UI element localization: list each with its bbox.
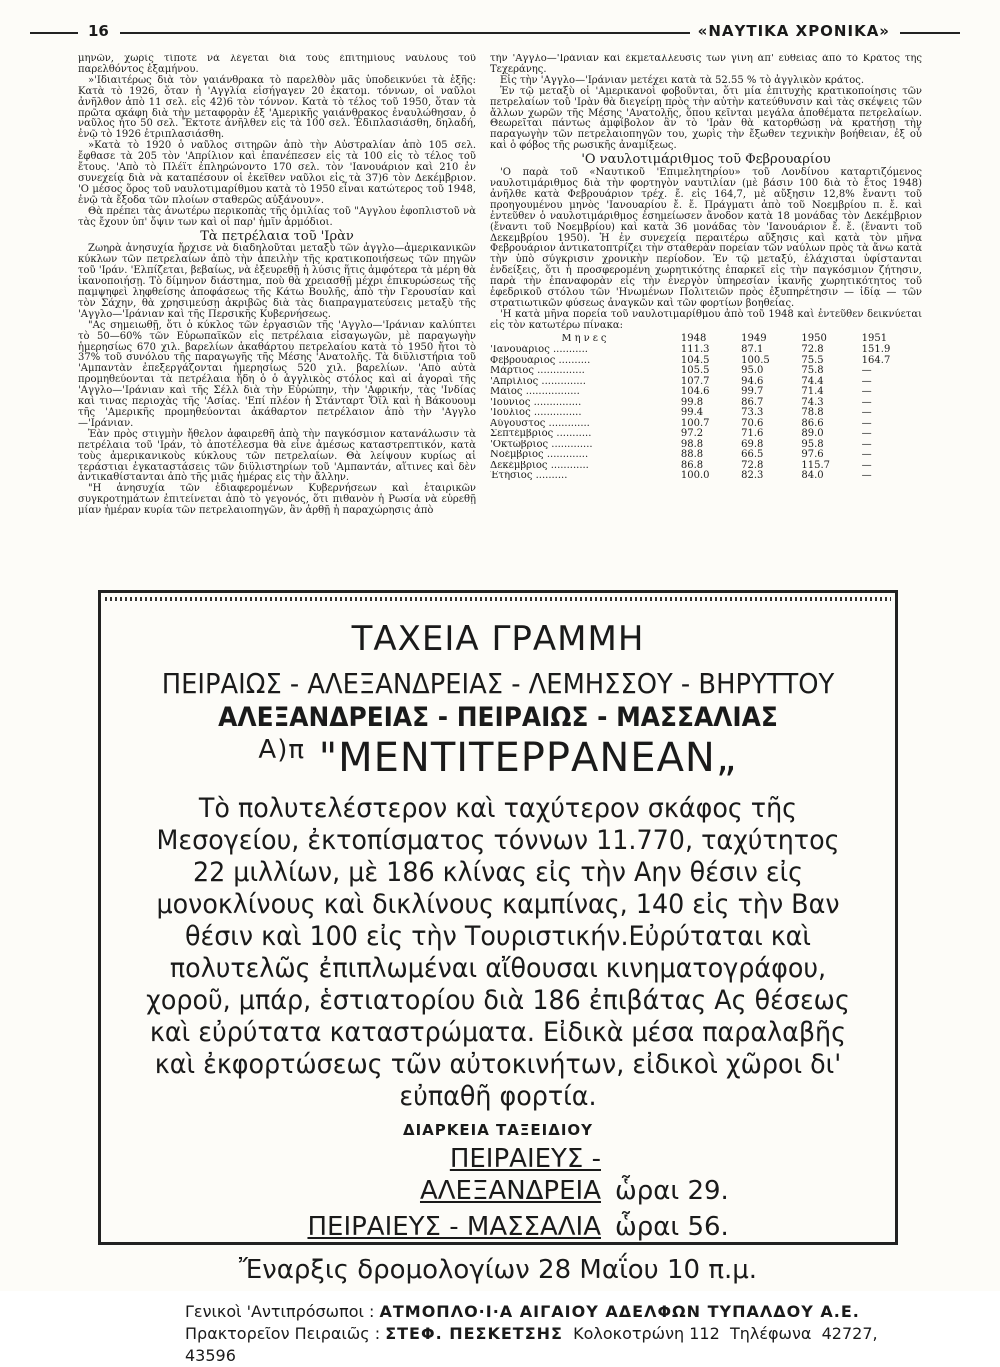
header-rule-left — [30, 32, 78, 34]
index-value-cell: 115.7 — [801, 459, 831, 471]
paragraph: Ἐν τῷ μεταξὺ οἱ 'Αμερικανοὶ φοβοῦνται, ὅτι μία ἐπιτυχὴς κρατικοποίησις τῶν πετρελαίων τοῦ 'Ιρὰν θὰ διεγείρῃ πρὸς τὴν αὐτὴν κατεύθυνσιν καὶ τὰς σκέψεις τῶν ἄλλων χωρῶν τῆς Μέσης 'Ανατολῆς, ὅπου κεῖνται μεγάλα ἀποθέματα πετρελαίων. Θεωρεῖται πάντως ἀμφίβολον ἂν τὸ 'Ιρὰν θὰ κατορθώσῃ νὰ κρατήσῃ τὴν παραγωγὴν τῶν πετρελαιοπηγῶν του, χωρὶς τὴν ἔξωθεν τεχνικὴν βοήθειαν, ἐξ οὗ καὶ ὁ φόβος τῆς ρωσικῆς ἀναμίξεως. — [490, 85, 922, 152]
month-cell: 'Ιούνιος ............... — [490, 397, 582, 408]
ship-advertisement — [98, 590, 898, 1365]
index-value-cell: 86.6 — [801, 417, 824, 429]
table-header-months: Μῆνες — [561, 333, 610, 344]
index-value-cell: 75.5 — [801, 354, 824, 366]
ship-name: "ΜΕΝΤΙΤΕΡΡΑΝΕΑΝ„ — [318, 735, 738, 781]
index-value-cell: 95.8 — [801, 438, 824, 450]
index-value-cell: 72.8 — [741, 459, 764, 471]
route-hours: ὧραι 29. — [615, 1176, 729, 1206]
index-value-cell: 94.6 — [741, 375, 764, 387]
index-value-cell: 71.6 — [741, 428, 764, 440]
phone-numbers: 42727, 43596 — [185, 1324, 878, 1365]
index-value-cell: — — [861, 470, 872, 482]
office-address: Κολοκοτρώνη 112 — [573, 1324, 720, 1343]
index-value-cell: 104.5 — [680, 354, 710, 366]
index-value-cell: 99.7 — [741, 386, 764, 398]
table-header-year: 1949 — [741, 332, 767, 344]
index-value-cell: 87.1 — [741, 344, 764, 356]
month-cell: 'Ιανουάριος ........... — [490, 345, 588, 356]
month-cell: 'Ιούλιος ............... — [490, 408, 582, 419]
table-header-year: 1950 — [801, 332, 827, 344]
agents-line — [185, 1301, 883, 1323]
table-row — [490, 450, 922, 461]
route-hours: ὧραι 56. — [615, 1212, 729, 1242]
index-value-cell: — — [861, 449, 872, 461]
index-value-cell: 74.4 — [801, 375, 824, 387]
route-name: ΠΕΙΡΑΙΕΥΣ - ΑΛΕΞΑΝΔΡΕΙΑ — [419, 1144, 601, 1206]
ad-route-row — [113, 1143, 883, 1207]
index-value-cell: 71.4 — [801, 386, 824, 398]
table-header-year: 1948 — [680, 332, 707, 344]
ad-duration-title: ΔΙΑΡΚΕΙΑ ΤΑΞΕΙΔΙΟΥ — [402, 1121, 594, 1139]
index-value-cell: 84.0 — [801, 470, 824, 482]
index-value-cell: 100.5 — [741, 354, 770, 366]
index-value-cell: 95.0 — [741, 365, 764, 377]
index-value-cell: — — [861, 396, 872, 408]
ad-route-line-2: ΑΛΕΞΑΝΔΡΕΙΑΣ - ΠΕΙΡΑΙΩΣ - ΜΑΣΣΑΛΙΑΣ — [218, 702, 778, 733]
index-value-cell: 111.3 — [680, 344, 710, 356]
right-column — [490, 54, 922, 576]
index-value-cell: 105.5 — [680, 365, 710, 377]
ad-route-row — [113, 1211, 883, 1243]
index-value-cell: — — [861, 438, 872, 450]
table-row — [490, 398, 922, 409]
magazine-title: «ΝΑΥΤΙΚΑ ΧΡΟΝΙΚΑ» — [697, 22, 890, 40]
index-value-cell: 73.3 — [741, 407, 764, 419]
index-value-cell: 66.5 — [741, 449, 764, 461]
index-value-cell: 89.0 — [801, 428, 824, 440]
header-rule-middle — [120, 32, 690, 34]
ship-prefix: Α)π — [258, 735, 305, 765]
index-value-cell: 70.6 — [741, 417, 764, 429]
ad-start-date: Ἔναρξις δρομολογίων 28 Μαΐου 10 π.μ. — [238, 1255, 758, 1285]
month-cell: Δεκέμβριος ............ — [490, 460, 589, 471]
paragraph: μηνῶν, χωρὶς τίποτε νὰ λέγεται διὰ τοὺς ἐπιτημίους ναύλους τοῦ παρελθόντος ἑξαμήνου. — [78, 54, 476, 75]
paragraph: Θὰ πρέπει τὰς ἀνωτέρω περικοπὰς τῆς ὁμιλίας τοῦ "Αγγλου ἐφοπλιστοῦ νὰ τὰς ἔχουν ὑπ' ὄψιν των καὶ οἱ παρ' ἡμῖν ἁρμόδιοι. — [78, 205, 476, 228]
month-cell: 'Απρίλιος .............. — [490, 376, 586, 387]
office-label: Πρακτορεῖον Πειραιῶς : — [185, 1324, 381, 1343]
index-value-cell: — — [861, 375, 872, 387]
month-cell: Φεβρουάριος .......... — [490, 355, 591, 366]
month-cell: Σεπτέμβριος ........... — [490, 429, 592, 440]
table-row — [490, 471, 922, 482]
index-value-cell: 100.7 — [680, 417, 710, 429]
index-value-cell: — — [861, 386, 872, 398]
section-heading-iran-oil: Τὰ πετρέλαια τοῦ 'Ιρὰν — [200, 228, 354, 244]
index-value-cell: 99.4 — [680, 407, 704, 419]
index-value-cell: 88.8 — [680, 449, 704, 461]
table-body — [490, 345, 922, 482]
index-value-cell: 86.8 — [680, 459, 704, 471]
freight-index-table — [490, 334, 922, 482]
ad-title: ΤΑΧΕΙΑ ΓΡΑΜΜΗ — [351, 619, 645, 659]
ad-route-line-1: ΠΕΙΡΑΙΩΣ - ΑΛΕΞΑΝΔΡΕΙΑΣ - ΛΕΜΗΣΣΟΥ - ΒΗΡΥΤΤΟΥ — [161, 667, 835, 700]
month-cell: Αὔγουστος ............. — [490, 418, 590, 429]
ad-agents — [185, 1301, 883, 1367]
paragraph: 'Η κατὰ μῆνα πορεία τοῦ ναυλοτιμαρίθμου ἀπὸ τοῦ 1948 καὶ ἐντεῦθεν δεικνύεται εἰς τὸν κατωτέρω πίνακα: — [490, 308, 922, 331]
table-row — [490, 387, 922, 398]
paragraph: Ζωηρὰ ἀνησυχία ἤρχισε νὰ διαδηλοῦται μεταξὺ τῶν ἀγγλο—ἀμερικανικῶν κύκλων τῶν πετρελαίων ἀπὸ τὴν ἀπειλὴν τῆς κρατικοποιήσεως τῶν πηγῶν τοῦ 'Ιράν. 'Ελπίζεται, βεβαίως, νὰ ἐξευρεθῇ ἡ λύσις ἥτις ἀμφότερα τὰ μέρη θὰ ἱκανοποιήσῃ. Τὸ δίμηνον διάστημα, ποὺ θὰ χρειασθῇ μέχρι ἐπικυρώσεως τῆς παμψηφεὶ ληφθείσης ἀποφάσεως τῆς Κάτω Βουλῆς, ἀπὸ τὴν Γερουσίαν καὶ τὸν Σάχην, θὰ χρησιμεύσῃ ἀκριβῶς διὰ τὰς διαπραγματεύσεις μεταξὺ τῆς 'Αγγλο—'Ιράνιαν καὶ τῆς Περσικῆς Κυβερνήσεως. — [78, 243, 476, 320]
index-value-cell: — — [861, 407, 872, 419]
index-value-cell: — — [861, 428, 872, 440]
index-value-cell: 100.0 — [680, 470, 710, 482]
ad-dotted-border — [105, 597, 891, 601]
ad-description: Τὸ πολυτελέστερον καὶ ταχύτερον σκάφος τῆς Μεσογείου, ἐκτοπίσματος τόννων 11.770, ταχύτητος 22 μιλλίων, μὲ 186 κλίνας εἰς τὴν Αην θέσιν εἰς μονοκλίνους καὶ δικλίνους καμπίνας, 140 εἰς τὴν Βαν θέσιν καὶ 100 εἰς τὴν Τουριστικήν.Εὐρύταται καὶ πολυτελῶς ἐπιπλωμέναι αἴθουσαι κινηματογράφου, χοροῦ, μπάρ, ἑστιατορίου διὰ 186 ἐπιβάτας Ας θέσεως καὶ εὐρύτατα καταστρώματα. Εἰδικὰ μέσα παραλαβῆς καὶ ἐκφορτώσεως τῶν αὐτοκινήτων, εἰδικοὶ χῶροι δι' εὐπαθῆ φορτία. — [146, 793, 850, 1112]
index-value-cell: 97.6 — [801, 449, 824, 461]
index-value-cell: 107.7 — [680, 375, 710, 387]
index-value-cell: — — [861, 417, 872, 429]
ad-content — [113, 605, 883, 1365]
section-heading-freight-index: 'Ο ναυλοτιμάριθμος τοῦ Φεβρουαρίου — [581, 152, 831, 168]
month-cell: 'Οκτώβριος ............. — [490, 439, 593, 450]
paragraph: Εἰς τὴν 'Αγγλο—'Ιράνιαν μετέχει κατὰ τὰ 52.55 % τὸ ἀγγλικὸν κράτος. — [500, 74, 864, 86]
index-value-cell: 97.2 — [680, 428, 704, 440]
paragraph: »'Ιδιαιτέρως διὰ τὸν γαιάνθρακα τὸ παρελθὸν μᾶς ὑποδεικνύει τὰ ἑξῆς: Κατὰ τὸ 1926, ὅταν ἡ 'Αγγλία εἰσήγαγεν 20 ἑκατομ. τόννων, οἱ ναῦλοι ἀνῆλθον ἀπὸ 11 σελ. εἰς 42)6 τὸν τόννον. Κατὰ τὸ τέλος τοῦ 1950, ὅταν τὰ πρῶτα σκάφη διὰ τὴν μεταφορὰν ἐξ 'Αμερικῆς γαιάνθρακος ἐναυλώθησαν, ὁ ναῦλος ἦτο 50 σελ. Ἔκτοτε ἀνῆλθεν εἰς τὰ 100 σελ. Ἐδιπλασιάσθη, δηλαδή, ἐνῷ τὸ 1926 ἐτριπλασιάσθη. — [78, 74, 476, 141]
index-value-cell: 74.3 — [801, 396, 824, 408]
index-value-cell: 104.6 — [680, 386, 710, 398]
paragraph: »Κατὰ τὸ 1920 ὁ ναῦλος σιτηρῶν ἀπὸ τὴν Αὐστραλίαν ἀπὸ 105 σελ. ἔφθασε τὰ 205 τὸν 'Απρίλιον καὶ ἐπανέπεσεν εἰς τὰ 100 εἰς τὸ τέλος τοῦ ἔτους. 'Απὸ τὸ Πλέϊτ ἐπληρώνοντο 170 σελ. τὸν 'Ιανουάριον καὶ 210 ἐν συνεχείᾳ διὰ νὰ καταπέσουν οἱ ἐκεῖθεν ναῦλοι εἰς τὰ 37)6 τὸν Δεκέμβριον. 'Ο μέσος ὅρος τοῦ ναυλοτιμαρίθμου κατὰ τὸ 1950 εἶναι κατώτερος τοῦ 1948, ἐνῷ τὰ ἔξοδα τῶν πλοίων σταθερῶς αὐξάνουν». — [78, 140, 476, 206]
index-value-cell: 99.8 — [680, 396, 704, 408]
paragraph: 'Ο παρὰ τοῦ «Ναυτικοῦ 'Επιμελητηρίου» τοῦ Λονδίνου καταρτιζόμενος ναυλοτιμάριθμος διὰ τὴν φορτηγὸν ναυτιλίαν (μὲ βάσιν 100 διὰ τὸ ἔτος 1948) ἀνῆλθε κατὰ Φεβρουάριον τρέχ. ἔ. εἰς 164,7, μὲ αὔξησιν 12,8% ἔναντι τοῦ προηγουμένου μηνὸς 'Ιανουαρίου ἔ. ἔ. Πράγματι ἀπὸ τοῦ Νοεμβρίου π. ἔ. καὶ ἐντεῦθεν ὁ ναυλοτιμάριθμος ἐσημείωσεν ἄνοδον κατὰ 18 μονάδας τὸν Δεκέμβριον (ἔναντι τοῦ Νοεμβρίου) καὶ κατὰ 36 μονάδας τὸν 'Ιανουάριον ἔ. ἔ. (ἔναντι τοῦ Δεκεμβρίου 1950). Ἡ ἐν συνεχείᾳ περαιτέρω αὔξησις καὶ κατὰ τὸν μῆνα Φεβρουάριον ἀντικατοπτρίζει τὴν σταθερὰν πορείαν τῶν ναύλων πρὸς τὰ ἄνω κατὰ τὴν ὑπὸ σύγκρισιν χρονικὴν περίοδον. Ἐν τῷ μεταξύ, ἐλάχισται ὑφίστανται ἐνδείξεις, ὅτι ἡ προσφερομένη χωρητικότης ἐπαρκεῖ εἰς τὴν παγκόσμιον ζήτησιν, παρὰ τὴν ἐπαναφορὰν εἰς τὴν ἐνεργὸν ὑπηρεσίαν ἱκανῆς χωρητικότητος τοῦ ἐφεδρικοῦ στόλου τῶν 'Ηνωμένων Πολιτειῶν πρὸς ἐξυπηρέτησιν — ἰδίᾳ — τῶν στρατιωτικῶν φύσεως ἀναγκῶν καὶ τῶν φορτίων βοηθείας. — [490, 167, 922, 309]
page-number: 16 — [88, 22, 109, 40]
agents-label: Γενικοὶ 'Αντιπρόσωποι : — [185, 1302, 375, 1321]
agents-name: ΑΤΜΟΠΛΟ·Ι·Α ΑΙΓΑΙΟΥ ΑΔΕΛΦΩΝ ΤΥΠΑΛΔΟΥ Α.Ε. — [379, 1302, 860, 1321]
paragraph: τὴν 'Αγγλο—'Ιράνιαν καὶ ἐκμεταλλευσίς των γίνη ἀπ' εὐθείας ἀπὸ τὸ Κράτος τῆς Τεχεράνης. — [490, 54, 922, 75]
month-cell: Μάϊος ................. — [490, 387, 580, 398]
index-value-cell: — — [861, 459, 872, 471]
index-value-cell: 151.9 — [861, 344, 891, 356]
office-name: ΣΤΕΦ. ΠΕΣΚΕΤΣΗΣ — [385, 1324, 563, 1343]
index-value-cell: 75.8 — [801, 365, 824, 377]
index-value-cell: — — [861, 365, 872, 377]
index-value-cell: 72.8 — [801, 344, 824, 356]
index-value-cell: 69.8 — [741, 438, 764, 450]
left-column — [78, 54, 476, 576]
table-row — [490, 429, 922, 440]
paragraph: Ἐὰν πρὸς στιγμὴν ἤθελον ἀφαιρεθῆ ἀπὸ τὴν παγκόσμιον κατανάλωσιν τὰ πετρέλαια τοῦ 'Ιράν, τὸ ἀποτέλεσμα θὰ εἶνε ἀμέσως καταστρεπτικόν, κατὰ τοὺς ἀμερικανικοὺς κύκλους τῶν πετρελαίων. Θὰ λείψουν κυρίως αἱ τεράστιαι ἐγκαταστάσεις τῶν διϋλιστηρίων τοῦ 'Αμπαντάν, αἵτινες καὶ δὲν ἀντικαθίστανται ἀπὸ τῆς μιᾶς ἡμέρας εἰς τὴν ἄλλην. — [78, 428, 476, 484]
index-value-cell: 86.7 — [741, 396, 764, 408]
index-value-cell: 164.7 — [861, 354, 891, 366]
route-name: ΠΕΙΡΑΙΕΥΣ - ΜΑΣΣΑΛΙΑ — [307, 1212, 601, 1242]
index-value-cell: 98.8 — [680, 438, 704, 450]
month-cell: Μάρτιος ............... — [490, 366, 585, 377]
month-cell: Ἐτήσιος .......... — [490, 471, 568, 482]
month-cell: Νοέμβριος ............. — [490, 450, 589, 461]
index-value-cell: 78.8 — [801, 407, 824, 419]
index-value-cell: 82.3 — [741, 470, 764, 482]
table-header-year: 1951 — [861, 332, 888, 344]
phone-label: Τηλέφωνα — [729, 1324, 812, 1343]
table-row — [490, 440, 922, 451]
header-rule-right — [900, 32, 960, 34]
paragraph: "Ας σημειωθῇ, ὅτι ὁ κύκλος τῶν ἐργασιῶν τῆς 'Αγγλο—'Ιράνιαν καλύπτει τὸ 50—60% τῶν Εὐρωπαϊκῶν εἰς πετρέλαια εἰσαγωγῶν, μὲ παραγωγὴν ἡμερησίως 670 χιλ. βαρελίων ἀκαθάρτου πετρελαίου κατὰ τὸ 1950 ἤτοι τὸ 37% τοῦ συνόλου τῆς παραγωγῆς τῆς Μέσης 'Ανατολῆς. Τὰ διϋλιστήρια τοῦ 'Αμπαντὰν ἐπεξεργάζονται ἡμερησίως 520 χιλ. βαρελίων. 'Απὸ αὐτὰ προμηθεύονται τὰ πετρέλαια ἤδη ὁ ὁ ἀγγλικὸς στόλος καὶ αἱ ἀγοραὶ τῆς 'Αγγλο—'Ιράνιαν καὶ τῆς Σέλλ διὰ τὴν Εὐρώπην, τὴν 'Αφρικήν, τὰς 'Ινδίας καὶ τινας περιοχὰς τῆς 'Ασίας. 'Επί πλέον ἡ Στάνταρτ Ὄϊλ καὶ ἡ Βάκουουμ τῆς 'Αμερικῆς προμηθεύονται ἀκάθαρτον πετρέλαιον ἀπὸ τὴν 'Αγγλο—'Ιράνιαν. — [78, 319, 476, 429]
office-line — [185, 1323, 883, 1367]
ad-ship-name-line — [113, 735, 883, 781]
table-row — [490, 419, 922, 430]
page-header — [30, 22, 960, 44]
paragraph: "Η ἀνησυχία τῶν ἐδιαφερομένων Κυβερνήσεων καὶ ἑταιρικῶν συγκροτημάτων ἐπιτείνεται ἀπὸ τὸ γεγονός, ὅτι πιθανὸν ἡ Ρωσία νὰ εὑρεθῇ μίαν ἡμέραν κυρία τῶν πετρελαιοπηγῶν, ἂν ἀρθῇ ἡ παραχώρησις ἀπὸ — [78, 483, 476, 517]
